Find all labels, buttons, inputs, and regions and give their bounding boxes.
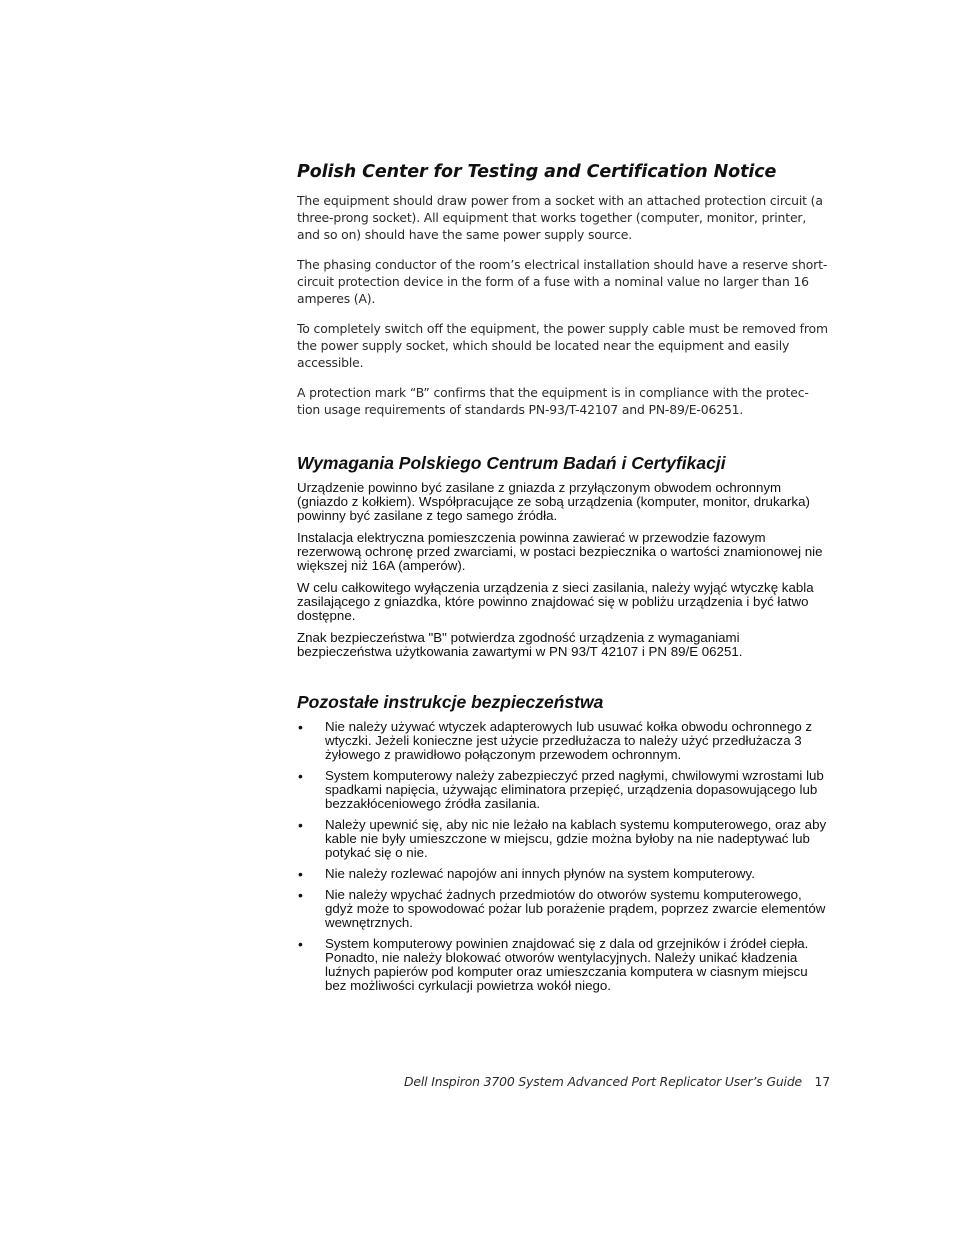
polish-center-notice-pl [297, 452, 829, 659]
list-item [297, 867, 829, 881]
footer-title: Dell Inspiron 3700 System Advanced Port Replicator User’s Guide [404, 1074, 803, 1089]
section-heading-other: Pozostałe instrukcje bezpieczeństwa [297, 692, 604, 712]
list-item-text: Nie należy wpychać żadnych przedmiotów do otworów systemu komputerowego, gdyż może to spowodować pożar lub porażenie prądem, poprzez zwarcie elementów wewnętrznych. [325, 887, 826, 930]
list-item-text: Nie należy rozlewać napojów ani innych płynów na system komputerowy. [325, 866, 755, 881]
paragraph-pl-1: Urządzenie powinno być zasilane z gniazda z przyłączonym obwodem ochronnym (gniazdo z kołkiem). Współpracujące ze sobą urządzenia (komputer, monitor, drukarka) powinny być zasilane z tego samego źródła. [297, 480, 810, 523]
paragraph-en-4: A protection mark “B” confirms that the equipment is in compliance with the protec-tion usage requirements of standards PN-93/T-42107 and PN-89/E-06251. [297, 385, 809, 417]
list-item [297, 720, 829, 762]
bullet-icon: • [298, 817, 303, 833]
section-heading-pl: Wymagania Polskiego Centrum Badań i Certyfikacji [297, 453, 726, 473]
paragraph-pl-3: W celu całkowitego wyłączenia urządzenia z sieci zasilania, należy wyjąć wtyczkę kabla zasilającego z gniazdka, które powinno znajdować się w pobliżu urządzenia i być łatwo dostępne. [297, 580, 814, 623]
page-content [297, 161, 829, 1000]
bullet-icon: • [298, 887, 303, 903]
list-item-text: Należy upewnić się, aby nic nie leżało na kablach systemu komputerowego, oraz aby kable nie były umieszczone w miejscu, gdzie można byłoby na nie nadeptywać lub potykać się o nie. [325, 817, 827, 860]
list-item-text: System komputerowy należy zabezpieczyć przed nagłymi, chwilowymi wzrostami lub spadkami napięcia, używając eliminatora przepięć, urządzenia dopasowującego lub bezzakłóceniowego źródła zasilania. [325, 768, 824, 811]
paragraph-pl-2: Instalacja elektryczna pomieszczenia powinna zawierać w przewodzie fazowym rezerwową ochronę przed zwarciami, w postaci bezpiecznika o wartości znamionowej nie większej niż 16A (amperów). [297, 530, 823, 573]
list-item [297, 818, 829, 860]
bullet-icon: • [298, 866, 303, 882]
other-safety-instructions [297, 691, 829, 993]
section-heading-en: Polish Center for Testing and Certification Notice [297, 162, 777, 182]
safety-instructions-list [297, 720, 829, 993]
bullet-icon: • [298, 768, 303, 784]
paragraph-en-3: To completely switch off the equipment, the power supply cable must be removed from the power supply socket, which should be located near the equipment and easily accessible. [297, 321, 828, 370]
bullet-icon: • [298, 936, 303, 952]
list-item [297, 888, 829, 930]
bullet-icon: • [298, 719, 303, 735]
paragraph-pl-4: Znak bezpieczeństwa "B" potwierdza zgodność urządzenia z wymaganiami bezpieczeństwa użytkowania zawartymi w PN 93/T 42107 i PN 89/E 06251. [297, 630, 743, 659]
polish-center-notice-en [297, 161, 829, 418]
list-item [297, 769, 829, 811]
paragraph-en-1: The equipment should draw power from a socket with an attached protection circuit (a three-prong socket). All equipment that works together (computer, monitor, printer, and so on) should have the same power supply source. [297, 193, 823, 242]
list-item-text: Nie należy używać wtyczek adapterowych lub usuwać kołka obwodu ochronnego z wtyczki. Jeżeli konieczne jest użycie przedłużacza to należy użyć przedłużacza 3 żyłowego z prawidłowo połączonym przewodem ochronnym. [325, 719, 813, 762]
page-footer [404, 1074, 830, 1090]
list-item [297, 937, 829, 993]
list-item-text: System komputerowy powinien znajdować się z dala od grzejników i źródeł ciepła. Ponadto, nie należy blokować otworów wentylacyjnych. Należy unikać kładzenia luźnych papierów pod komputer oraz umieszczania komputera w ciasnym miejscu bez możliwości cyrkulacji powietrza wokół niego. [325, 936, 809, 993]
page-number: 17 [814, 1074, 830, 1089]
paragraph-en-2: The phasing conductor of the room’s electrical installation should have a reserve short-circuit protection device in the form of a fuse with a nominal value no larger than 16 amperes (A). [297, 257, 828, 306]
